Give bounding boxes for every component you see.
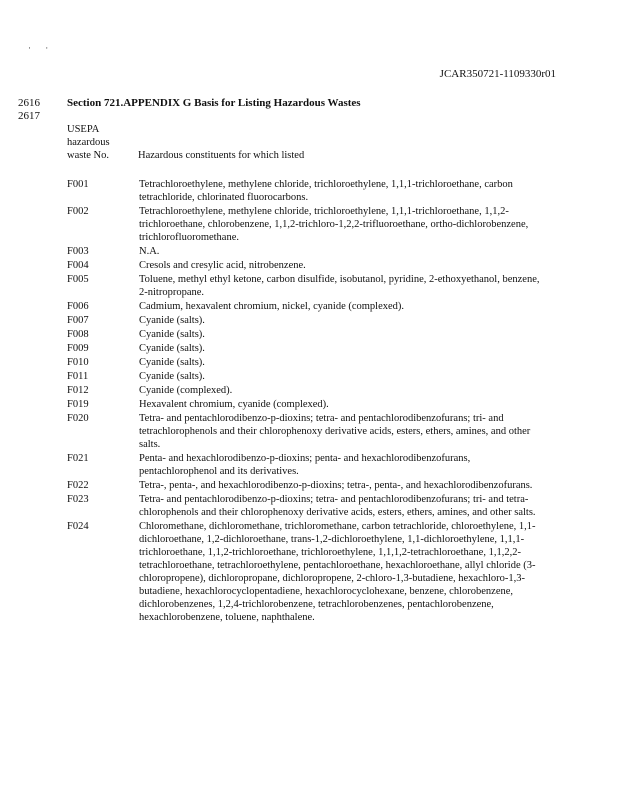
- waste-code: F006: [67, 301, 89, 312]
- constituents: Tetrachloroethylene, methylene chloride, trichloroethylene, 1,1,1-trichloroethane, 1,1,2-trichloroethane, chlorobenzene, 1,1,2-trichloro-1,2,2-trifluoroethane, ortho-dichlorobenzene, trichlorofluoromethane.: [139, 206, 529, 243]
- waste-code: F020: [67, 413, 89, 424]
- table-row: [67, 370, 542, 383]
- column-header-waste-no: [67, 123, 137, 162]
- table-row: [67, 205, 542, 244]
- constituents: Toluene, methyl ethyl ketone, carbon disulfide, isobutanol, pyridine, 2-ethoxyethanol, benzene, 2-nitropropane.: [139, 274, 540, 298]
- constituents: Penta- and hexachlorodibenzo-p-dioxins; penta- and hexachlorodibenzofurans, pentachlorophenol and its derivatives.: [139, 453, 471, 477]
- waste-code: F011: [67, 371, 89, 382]
- constituents: Tetra- and pentachlorodibenzo-p-dioxins; tetra- and pentachlorodibenzofurans; tri- and tetrachlorophenols and their chlorophenoxy derivative acids, esters, ethers, amines, and other salts.: [139, 413, 531, 450]
- table-row: [67, 493, 542, 519]
- corner-marks: · ·: [28, 43, 55, 53]
- constituents: Cyanide (salts).: [139, 329, 205, 340]
- constituents: Tetra- and pentachlorodibenzo-p-dioxins; tetra- and pentachlorodibenzofurans; tri- and tetra- chlorophenols and their chlorophenoxy derivative acids, esters, ethers, amines, and other salts.: [139, 494, 536, 518]
- table-row: [67, 245, 542, 258]
- constituents: Cyanide (salts).: [139, 371, 205, 382]
- table-row: [67, 356, 542, 369]
- waste-code: F009: [67, 343, 89, 354]
- waste-code: F005: [67, 274, 89, 285]
- table-row: [67, 300, 542, 313]
- document-id: JCAR350721-1109330r01: [439, 68, 556, 80]
- column-header-line: USEPA: [67, 124, 100, 135]
- waste-code: F024: [67, 521, 89, 532]
- line-number: 2617: [18, 110, 40, 122]
- waste-code: F022: [67, 480, 89, 491]
- constituents: Cyanide (salts).: [139, 357, 205, 368]
- column-header-constituents: Hazardous constituents for which listed: [138, 150, 305, 161]
- table-row: [67, 479, 542, 492]
- table-row: [67, 452, 542, 478]
- waste-table: [67, 178, 542, 625]
- column-header-line: hazardous: [67, 137, 110, 148]
- table-row: [67, 328, 542, 341]
- table-row: [67, 398, 542, 411]
- constituents: Chloromethane, dichloromethane, trichloromethane, carbon tetrachloride, chloroethylene, 1,1-dichloroethane, 1,2-dichloroethane, trans-1,2-dichloroethylene, 1,1-dichloroethylene, 1,1,1-trichloroethane, 1,1,2-trichloroethane, trichloroethylene, 1,1,1,2-tetrachloroethane, 1,1,2,2-tetrachloroethane, tetrachloroethylene, pentachloroethane, hexachloroethane, allyl chloride (3-chloropropene), dichloropropane, dichloropropene, 2-chloro-1,3-butadiene, hexachloro-1,3-butadiene, hexachlorocyclopentadiene, hexachlorocyclohexane, benzene, chlorobenzene, dichlorobenzenes, 1,2,4-trichlorobenzene, tetrachlorobenzenes, pentachlorobenzene, hexachlorobenzene, toluene, naphthalene.: [139, 521, 536, 623]
- constituents: Hexavalent chromium, cyanide (complexed).: [139, 399, 329, 410]
- waste-code: F023: [67, 494, 89, 505]
- constituents: Cyanide (salts).: [139, 315, 205, 326]
- line-number: 2616: [18, 97, 40, 109]
- constituents: Tetra-, penta-, and hexachlorodibenzo-p-dioxins; tetra-, penta-, and hexachlorodibenzofurans.: [139, 480, 533, 491]
- constituents: Cyanide (salts).: [139, 343, 205, 354]
- waste-code: F012: [67, 385, 89, 396]
- table-row: [67, 273, 542, 299]
- waste-code: F002: [67, 206, 89, 217]
- constituents: Cresols and cresylic acid, nitrobenzene.: [139, 260, 306, 271]
- waste-code: F010: [67, 357, 89, 368]
- column-header-line: waste No.: [67, 150, 109, 161]
- waste-code: F003: [67, 246, 89, 257]
- table-row: [67, 412, 542, 451]
- constituents: Cyanide (complexed).: [139, 385, 233, 396]
- waste-code: F021: [67, 453, 89, 464]
- waste-code: F004: [67, 260, 89, 271]
- table-row: [67, 520, 542, 624]
- table-row: [67, 342, 542, 355]
- constituents: Tetrachloroethylene, methylene chloride, trichloroethylene, 1,1,1-trichloroethane, carbon tetrachloride, chlorinated fluorocarbons.: [139, 179, 513, 203]
- table-row: [67, 314, 542, 327]
- constituents: N.A.: [139, 246, 160, 257]
- table-row: [67, 178, 542, 204]
- table-row: [67, 259, 542, 272]
- constituents: Cadmium, hexavalent chromium, nickel, cyanide (complexed).: [139, 301, 405, 312]
- waste-code: F001: [67, 179, 89, 190]
- table-row: [67, 384, 542, 397]
- waste-code: F008: [67, 329, 89, 340]
- waste-code: F007: [67, 315, 89, 326]
- section-title: Section 721.APPENDIX G Basis for Listing Hazardous Wastes: [67, 97, 361, 109]
- waste-code: F019: [67, 399, 89, 410]
